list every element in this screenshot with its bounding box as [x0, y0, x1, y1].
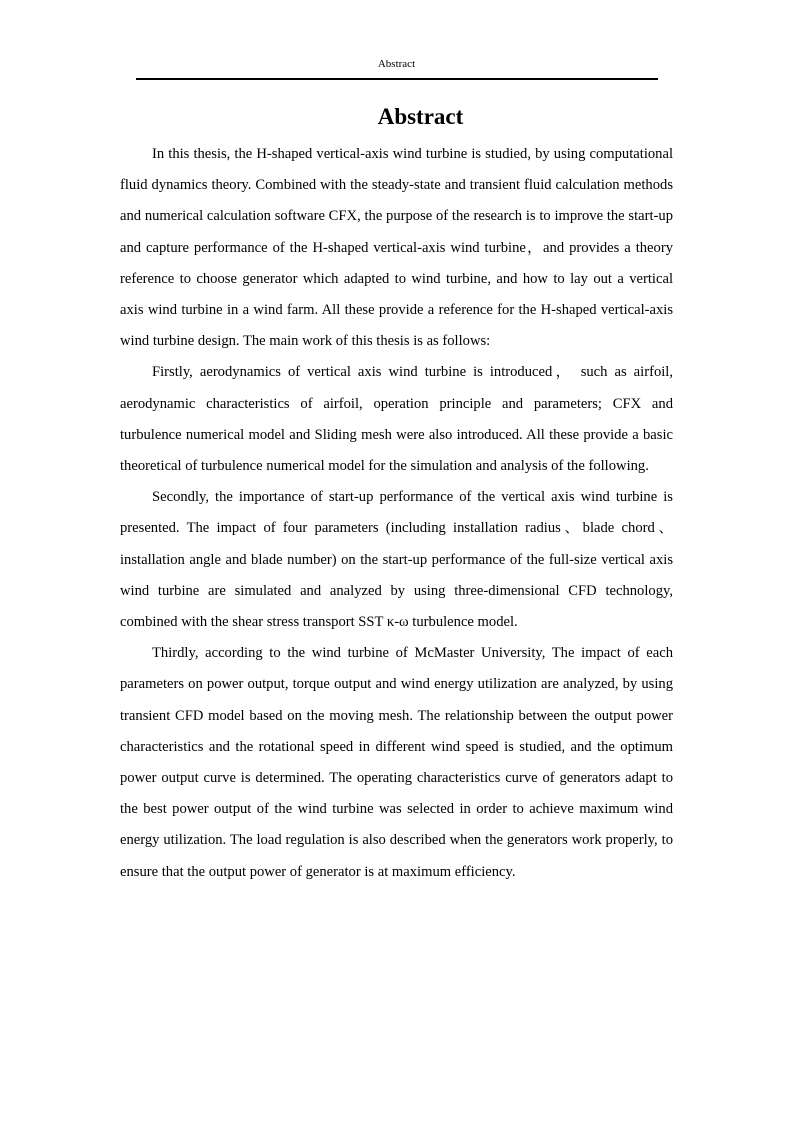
paragraph-thirdly: Thirdly, according to the wind turbine of McMaster University, The impact of each parameters on power output, torque output and wind energy utilization are analyzed, by using transient CFD model based on the moving mesh. The relationship between the output power characteristics and the rotational speed in different wind speed is studied, and the optimum power output curve is determined. The operating characteristics curve of generators adapt to the best power output of the wind turbine was selected in order to achieve maximum wind energy utilization. The load regulation is also described when the generators work properly, to ensure that the output power of generator is at maximum efficiency. — [120, 645, 673, 880]
header-rule — [136, 78, 658, 80]
page-title: Abstract — [377, 104, 464, 129]
paragraph-firstly: Firstly, aerodynamics of vertical axis wind turbine is introduced， such as airfoil, aerodynamic characteristics of airfoil, operation principle and parameters; CFX and turbulence numerical model and Sliding mesh were also introduced. All these provide a basic theoretical of turbulence numerical model for the simulation and analysis of the following. — [120, 364, 673, 475]
paragraph-intro: In this thesis, the H-shaped vertical-axis wind turbine is studied, by using computational fluid dynamics theory. Combined with the steady-state and transient fluid calculation methods and numerical calculation software CFX, the purpose of the research is to improve the start-up and capture performance of the H-shaped vertical-axis wind turbine，and provides a theory reference to choose generator which adapted to wind turbine, and how to lay out a vertical axis wind turbine in a wind farm. All these provide a reference for the H-shaped vertical-axis wind turbine design. The main work of this thesis is as follows: — [120, 146, 673, 350]
abstract-body — [120, 139, 673, 888]
running-header: Abstract — [377, 58, 416, 70]
paragraph-secondly: Secondly, the importance of start-up performance of the vertical axis wind turbine is presented. The impact of four parameters (including installation radius、blade chord、installation angle and blade number) on the start-up performance of the full-size vertical axis wind turbine are simulated and analyzed by using three-dimensional CFD technology, combined with the shear stress transport SST κ-ω turbulence model. — [120, 489, 673, 631]
